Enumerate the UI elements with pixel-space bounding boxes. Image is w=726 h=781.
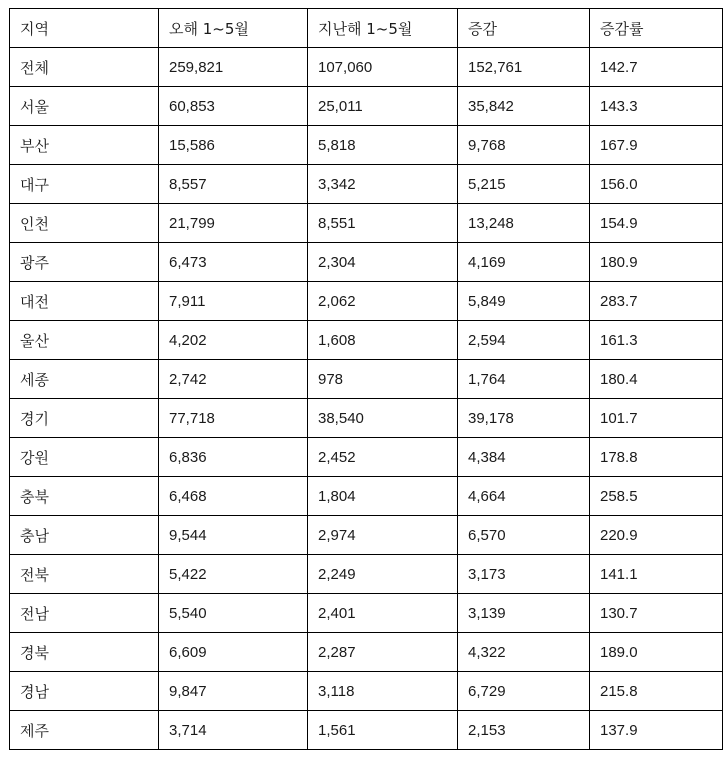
change-rate-cell: 180.4 [590, 360, 723, 399]
region-cell: 전체 [10, 48, 159, 87]
last-year-cell: 5,818 [308, 126, 458, 165]
last-year-cell: 978 [308, 360, 458, 399]
change-rate-cell: 137.9 [590, 711, 723, 750]
last-year-cell: 3,118 [308, 672, 458, 711]
this-year-cell: 60,853 [159, 87, 308, 126]
change-cell: 2,153 [458, 711, 590, 750]
this-year-cell: 9,544 [159, 516, 308, 555]
last-year-cell: 2,249 [308, 555, 458, 594]
change-rate-cell: 189.0 [590, 633, 723, 672]
this-year-cell: 5,422 [159, 555, 308, 594]
change-cell: 5,849 [458, 282, 590, 321]
region-cell: 충남 [10, 516, 159, 555]
this-year-cell: 259,821 [159, 48, 308, 87]
change-rate-cell: 180.9 [590, 243, 723, 282]
last-year-cell: 3,342 [308, 165, 458, 204]
this-year-cell: 7,911 [159, 282, 308, 321]
table-row [10, 594, 723, 633]
region-cell: 경북 [10, 633, 159, 672]
change-rate-cell: 178.8 [590, 438, 723, 477]
last-year-cell: 2,452 [308, 438, 458, 477]
region-cell: 대구 [10, 165, 159, 204]
this-year-cell: 9,847 [159, 672, 308, 711]
table-row [10, 204, 723, 243]
table-row [10, 438, 723, 477]
table-row [10, 672, 723, 711]
table-row [10, 126, 723, 165]
region-cell: 경남 [10, 672, 159, 711]
change-rate-cell: 154.9 [590, 204, 723, 243]
change-cell: 3,173 [458, 555, 590, 594]
change-cell: 4,169 [458, 243, 590, 282]
change-cell: 35,842 [458, 87, 590, 126]
this-year-cell: 21,799 [159, 204, 308, 243]
this-year-cell: 6,473 [159, 243, 308, 282]
change-cell: 2,594 [458, 321, 590, 360]
table-row [10, 360, 723, 399]
region-cell: 광주 [10, 243, 159, 282]
last-year-cell: 2,401 [308, 594, 458, 633]
region-cell: 인천 [10, 204, 159, 243]
this-year-cell: 6,468 [159, 477, 308, 516]
table-row [10, 399, 723, 438]
last-year-cell: 1,561 [308, 711, 458, 750]
change-cell: 5,215 [458, 165, 590, 204]
last-year-cell: 8,551 [308, 204, 458, 243]
header-region: 지역 [10, 9, 159, 48]
region-cell: 대전 [10, 282, 159, 321]
change-cell: 6,729 [458, 672, 590, 711]
region-cell: 부산 [10, 126, 159, 165]
change-cell: 3,139 [458, 594, 590, 633]
table-row [10, 711, 723, 750]
change-rate-cell: 220.9 [590, 516, 723, 555]
table-row [10, 48, 723, 87]
change-rate-cell: 141.1 [590, 555, 723, 594]
table-row [10, 87, 723, 126]
change-rate-cell: 101.7 [590, 399, 723, 438]
last-year-cell: 25,011 [308, 87, 458, 126]
region-cell: 충북 [10, 477, 159, 516]
this-year-cell: 6,836 [159, 438, 308, 477]
this-year-cell: 15,586 [159, 126, 308, 165]
table-row [10, 516, 723, 555]
change-rate-cell: 167.9 [590, 126, 723, 165]
this-year-cell: 77,718 [159, 399, 308, 438]
table-row [10, 633, 723, 672]
table-row [10, 282, 723, 321]
region-cell: 세종 [10, 360, 159, 399]
change-cell: 4,664 [458, 477, 590, 516]
region-cell: 경기 [10, 399, 159, 438]
last-year-cell: 1,804 [308, 477, 458, 516]
table-header-row [10, 9, 723, 48]
this-year-cell: 4,202 [159, 321, 308, 360]
header-change-rate: 증감률 [590, 9, 723, 48]
change-cell: 152,761 [458, 48, 590, 87]
this-year-cell: 8,557 [159, 165, 308, 204]
last-year-cell: 38,540 [308, 399, 458, 438]
region-cell: 울산 [10, 321, 159, 360]
change-cell: 4,322 [458, 633, 590, 672]
last-year-cell: 107,060 [308, 48, 458, 87]
change-cell: 39,178 [458, 399, 590, 438]
this-year-cell: 5,540 [159, 594, 308, 633]
region-cell: 강원 [10, 438, 159, 477]
last-year-cell: 2,062 [308, 282, 458, 321]
change-cell: 1,764 [458, 360, 590, 399]
change-rate-cell: 215.8 [590, 672, 723, 711]
header-change: 증감 [458, 9, 590, 48]
change-rate-cell: 142.7 [590, 48, 723, 87]
region-cell: 전북 [10, 555, 159, 594]
change-cell: 13,248 [458, 204, 590, 243]
table-row [10, 477, 723, 516]
this-year-cell: 3,714 [159, 711, 308, 750]
change-cell: 6,570 [458, 516, 590, 555]
change-cell: 9,768 [458, 126, 590, 165]
last-year-cell: 1,608 [308, 321, 458, 360]
last-year-cell: 2,304 [308, 243, 458, 282]
this-year-cell: 6,609 [159, 633, 308, 672]
change-rate-cell: 283.7 [590, 282, 723, 321]
change-cell: 4,384 [458, 438, 590, 477]
region-cell: 제주 [10, 711, 159, 750]
region-cell: 전남 [10, 594, 159, 633]
change-rate-cell: 143.3 [590, 87, 723, 126]
regional-stats-table-container [9, 8, 723, 750]
table-row [10, 321, 723, 360]
this-year-cell: 2,742 [159, 360, 308, 399]
change-rate-cell: 258.5 [590, 477, 723, 516]
header-this-year-jan-may: 오해 1~5월 [159, 9, 308, 48]
table-row [10, 555, 723, 594]
change-rate-cell: 130.7 [590, 594, 723, 633]
table-row [10, 243, 723, 282]
change-rate-cell: 156.0 [590, 165, 723, 204]
table-row [10, 165, 723, 204]
region-cell: 서울 [10, 87, 159, 126]
regional-stats-table [9, 8, 723, 750]
change-rate-cell: 161.3 [590, 321, 723, 360]
header-last-year-jan-may: 지난해 1~5월 [308, 9, 458, 48]
last-year-cell: 2,974 [308, 516, 458, 555]
last-year-cell: 2,287 [308, 633, 458, 672]
